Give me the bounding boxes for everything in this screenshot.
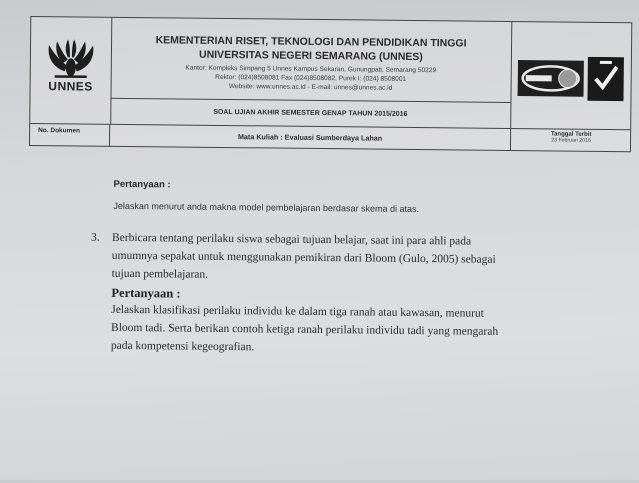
ministry-title: KEMENTERIAN RISET, TEKNOLOGI DAN PENDIDIKAN TINGGI bbox=[155, 34, 467, 50]
website-line: Website: www.unnes.ac.id - E-mail: unnes@unnes.ac.id bbox=[228, 83, 393, 92]
question-3-line: Berbicara tentang perilaku siswa sebagai tujuan belajar, saat ini para ahli pada bbox=[111, 231, 472, 248]
question-3-line: tujuan pembelajaran. bbox=[111, 267, 209, 281]
issue-date-label: Tanggal Terbit bbox=[550, 131, 592, 138]
question-3-ask-line: Bloom tadi. Serta berikan contoh ketiga ranah perilaku individu tadi yang mengarah bbox=[111, 321, 499, 338]
question-3-number: 3. bbox=[90, 231, 100, 244]
course-title: Mata Kuliah : Evaluasi Sumberdaya Lahan bbox=[237, 132, 383, 143]
logo-cell bbox=[30, 17, 112, 124]
phone-line: Rektor: (024)8508081 Fax (024)8508082, Purek I: (024) 8508001 bbox=[215, 73, 407, 83]
unnes-logo-icon bbox=[43, 37, 99, 80]
certification-cell bbox=[510, 22, 632, 129]
letterhead-table bbox=[29, 16, 632, 152]
logo-text: UNNES bbox=[48, 79, 93, 94]
document-info-row bbox=[30, 123, 630, 152]
issue-date bbox=[510, 129, 631, 152]
university-title: UNIVERSITAS NEGERI SEMARANG (UNNES) bbox=[198, 48, 423, 64]
question-3-heading: Pertanyaan : bbox=[111, 285, 181, 301]
doc-number-label: No. Dokumen bbox=[30, 124, 110, 147]
issue-date-value: 23 Februari 2016 bbox=[551, 137, 591, 144]
address-line: Kantor: Kompleks Simpang 5 Unnes Kampus Sekaran, Gunungpati, Semarang 50229 bbox=[185, 64, 437, 75]
question-3-ask-line: pada kompetensi kegeografian. bbox=[110, 339, 255, 354]
exam-title: SOAL UJIAN AKHIR SEMESTER GENAP TAHUN 2015/2016 bbox=[110, 98, 510, 129]
question-2-text: Jelaskan menurut anda makna model pembelajaran berdasar skema di atas. bbox=[113, 200, 420, 215]
question-2-heading: Pertanyaan : bbox=[113, 178, 171, 191]
question-3-ask-line: Jelaskan klasifikasi perilaku individu ke dalam tiga ranah atau kawasan, menurut bbox=[111, 303, 484, 320]
iso-certification-logo-icon bbox=[517, 56, 625, 105]
question-3-line: umumnya sepakat untuk menggunakan pemikiran dari Bloom (Gulo, 2005) sebagai bbox=[111, 249, 496, 266]
title-cell bbox=[110, 18, 511, 128]
